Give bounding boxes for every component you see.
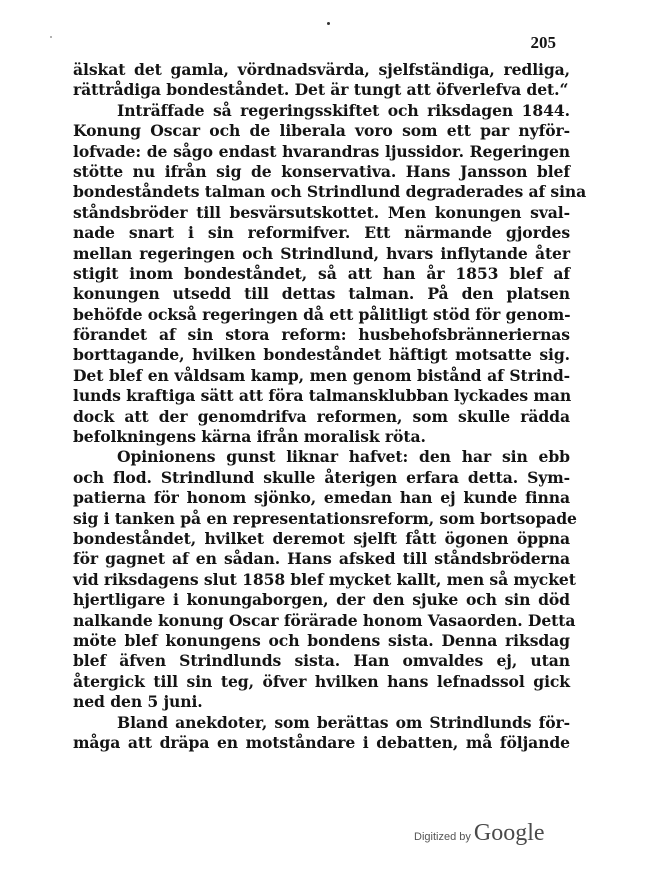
text-line: bondeståndet, hvilket deremot sjelft fått ögonen öppna [73, 528, 570, 548]
text-line: rättrådiga bondeståndet. Det är tungt att öfverlefva det.“ [73, 80, 569, 100]
scan-speck [327, 22, 330, 25]
text-line: måga att dräpa en motståndare i debatten, må följande [73, 732, 570, 752]
text-line: bondeståndets talman och Strindlund degraderades af sina [73, 182, 587, 202]
text-line: Det blef en våldsam kamp, men genom bistånd af Strind- [73, 365, 570, 385]
text-line: stötte nu ifrån sig de konservativa. Hans Jansson blef [73, 161, 570, 181]
text-line: vid riksdagens slut 1858 blef mycket kallt, men så mycket [73, 569, 576, 589]
text-line: mellan regeringen och Strindlund, hvars inflytande åter [73, 243, 570, 263]
text-line: Opinionens gunst liknar hafvet: den har sin ebb [117, 447, 570, 467]
google-logo: Google [473, 820, 545, 846]
text-line: lofvade: de sågo endast hvarandras ljussidor. Regeringen [73, 141, 570, 161]
text-line: sig i tanken på en representationsreform, som bortsopade [73, 508, 577, 528]
text-line: möte blef konungens och bondens sista. Denna riksdag [73, 630, 570, 650]
text-line: Bland anekdoter, som berättas om Strindlunds för- [117, 712, 570, 732]
text-line: behöfde också regeringen då ett pålitligt stöd för genom- [73, 304, 571, 324]
page-number: 205 [530, 33, 556, 52]
text-line: konungen utsedd till dettas talman. På den platsen [73, 284, 570, 304]
text-line: hjertligare i konungaborgen, der den sjuke och sin död [73, 590, 570, 610]
text-line: och flod. Strindlund skulle återigen erfara detta. Sym- [73, 467, 570, 487]
body-text [73, 60, 587, 753]
text-line: befolkningens kärna ifrån moralisk röta. [73, 427, 426, 447]
text-line: blef äfven Strindlunds sista. Han omvaldes ej, utan [73, 651, 570, 671]
text-line: nade snart i sin reformifver. Ett närmande gjordes [73, 223, 570, 243]
text-line: patierna för honom sjönko, emedan han ej kunde finna [73, 488, 570, 508]
text-line: lunds kraftiga sätt att föra talmansklubban lyckades man [73, 386, 572, 406]
text-line: älskat det gamla, vördnadsvärda, sjelfständiga, redliga, [73, 60, 570, 79]
text-line: för gagnet af en sådan. Hans afsked till ståndsbröderna [73, 549, 570, 569]
text-line: stigit inom bondeståndet, så att han år 1853 blef af [73, 263, 570, 283]
text-line: ned den 5 juni. [73, 692, 203, 712]
text-line: nalkande konung Oscar förärade honom Vasaorden. Detta [73, 610, 576, 630]
text-line: Inträffade så regeringsskiftet och riksdagen 1844. [117, 100, 570, 120]
scan-speck [50, 36, 52, 38]
text-line: förandet af sin stora reform: husbehofsbränneriernas [73, 325, 570, 345]
text-line: ståndsbröder till besvärsutskottet. Men konungen sval- [73, 202, 570, 222]
text-line: dock att der genomdrifva reformen, som skulle rädda [73, 406, 570, 426]
text-line: återgick till sin teg, öfver hvilken hans lefnadssol gick [73, 671, 570, 691]
watermark-prefix: Digitized by [414, 831, 471, 843]
text-line: borttagande, hvilken bondeståndet häftigt motsatte sig. [73, 345, 570, 365]
digitized-by-watermark [414, 820, 545, 847]
text-line: Konung Oscar och de liberala voro som ett par nyför- [73, 121, 570, 141]
